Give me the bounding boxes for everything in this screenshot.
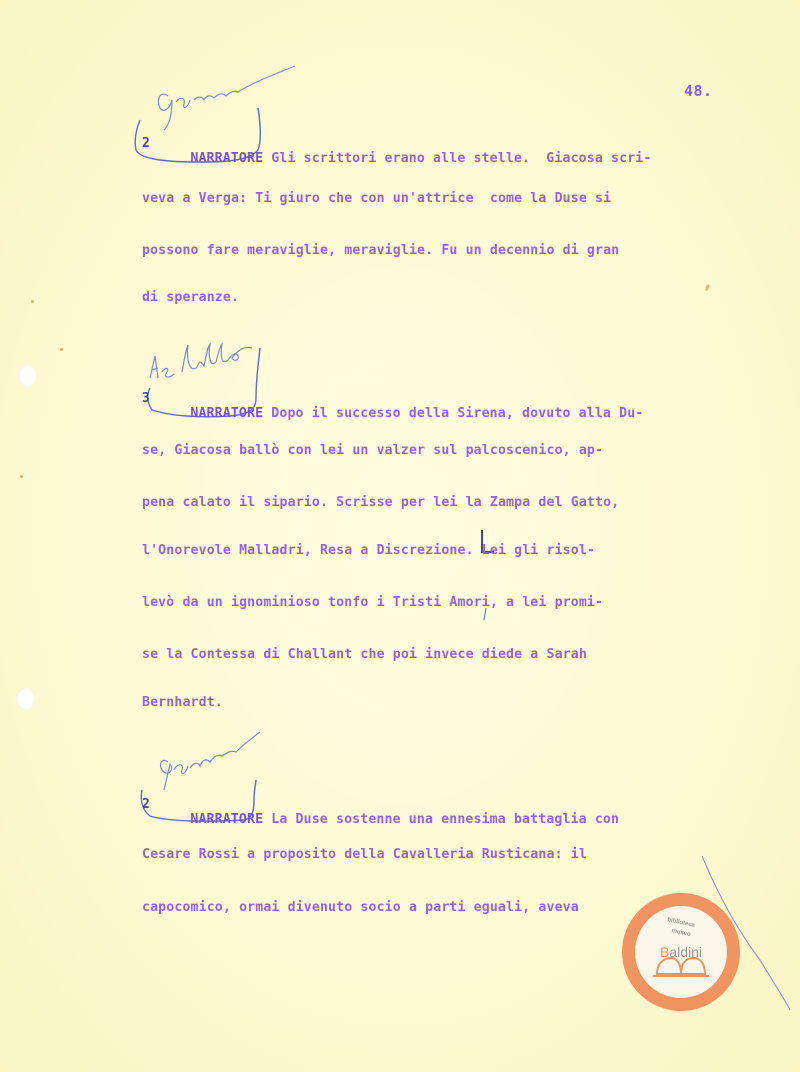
library-stamp [622, 893, 740, 1011]
text-line: pena calato il sipario. Scrisse per lei la Zampa del Gatto, [142, 495, 620, 510]
margin-number: 2 [142, 136, 150, 151]
text-line: se, Giacosa ballò con lei un valzer sul palcoscenico, ap- [142, 443, 604, 458]
speaker-label: NARRATORE [190, 406, 264, 421]
stamp-logo-icon [635, 906, 727, 998]
text-line [158, 136, 651, 181]
text-line [158, 797, 619, 842]
paper-speck [705, 284, 711, 292]
text-line: veva a Verga: Ti giuro che con un'attrice come la Duse si [142, 191, 612, 206]
text-content: La Duse sostenne una ennesima battaglia con [271, 812, 620, 827]
text-content: Dopo il successo della Sirena, dovuto alla Du- [271, 406, 644, 421]
paper-speck [31, 300, 34, 303]
text-line: Bernhardt. [142, 695, 223, 710]
text-content: Gli scrittori erano alle stelle. Giacosa scri- [271, 151, 652, 166]
speaker-label: NARRATORE [190, 151, 264, 166]
text-line: possono fare meraviglie, meraviglie. Fu un decennio di gran [142, 243, 620, 258]
paper-speck [20, 475, 23, 478]
stamp-brand: Baldini [659, 944, 703, 960]
page-number: 48. [684, 82, 713, 100]
margin-number: 3 [142, 391, 150, 406]
text-line: l'Onorevole Malladri, Resa a Discrezione. Lei gli risol- [142, 543, 596, 558]
margin-number: 2 [142, 797, 150, 812]
text-line: levò da un ignominioso tonfo i Tristi Amori, a lei promi- [142, 595, 604, 610]
paper-speck [60, 348, 63, 351]
speaker-label: NARRATORE [190, 812, 264, 827]
punch-hole-bottom [16, 688, 34, 710]
stamp-small-text: biblioteca [666, 917, 696, 929]
text-line: di speranze. [142, 290, 240, 305]
punch-hole-top [18, 365, 36, 387]
text-line: capocomico, ormai divenuto socio a parti eguali, aveva [142, 900, 579, 915]
text-line [158, 391, 643, 436]
text-line: se la Contessa di Challant che poi invece diede a Sarah [142, 647, 587, 662]
text-line: Cesare Rossi a proposito della Cavalleria Rusticana: il [142, 847, 587, 862]
stamp-small-text: museo [670, 928, 692, 938]
